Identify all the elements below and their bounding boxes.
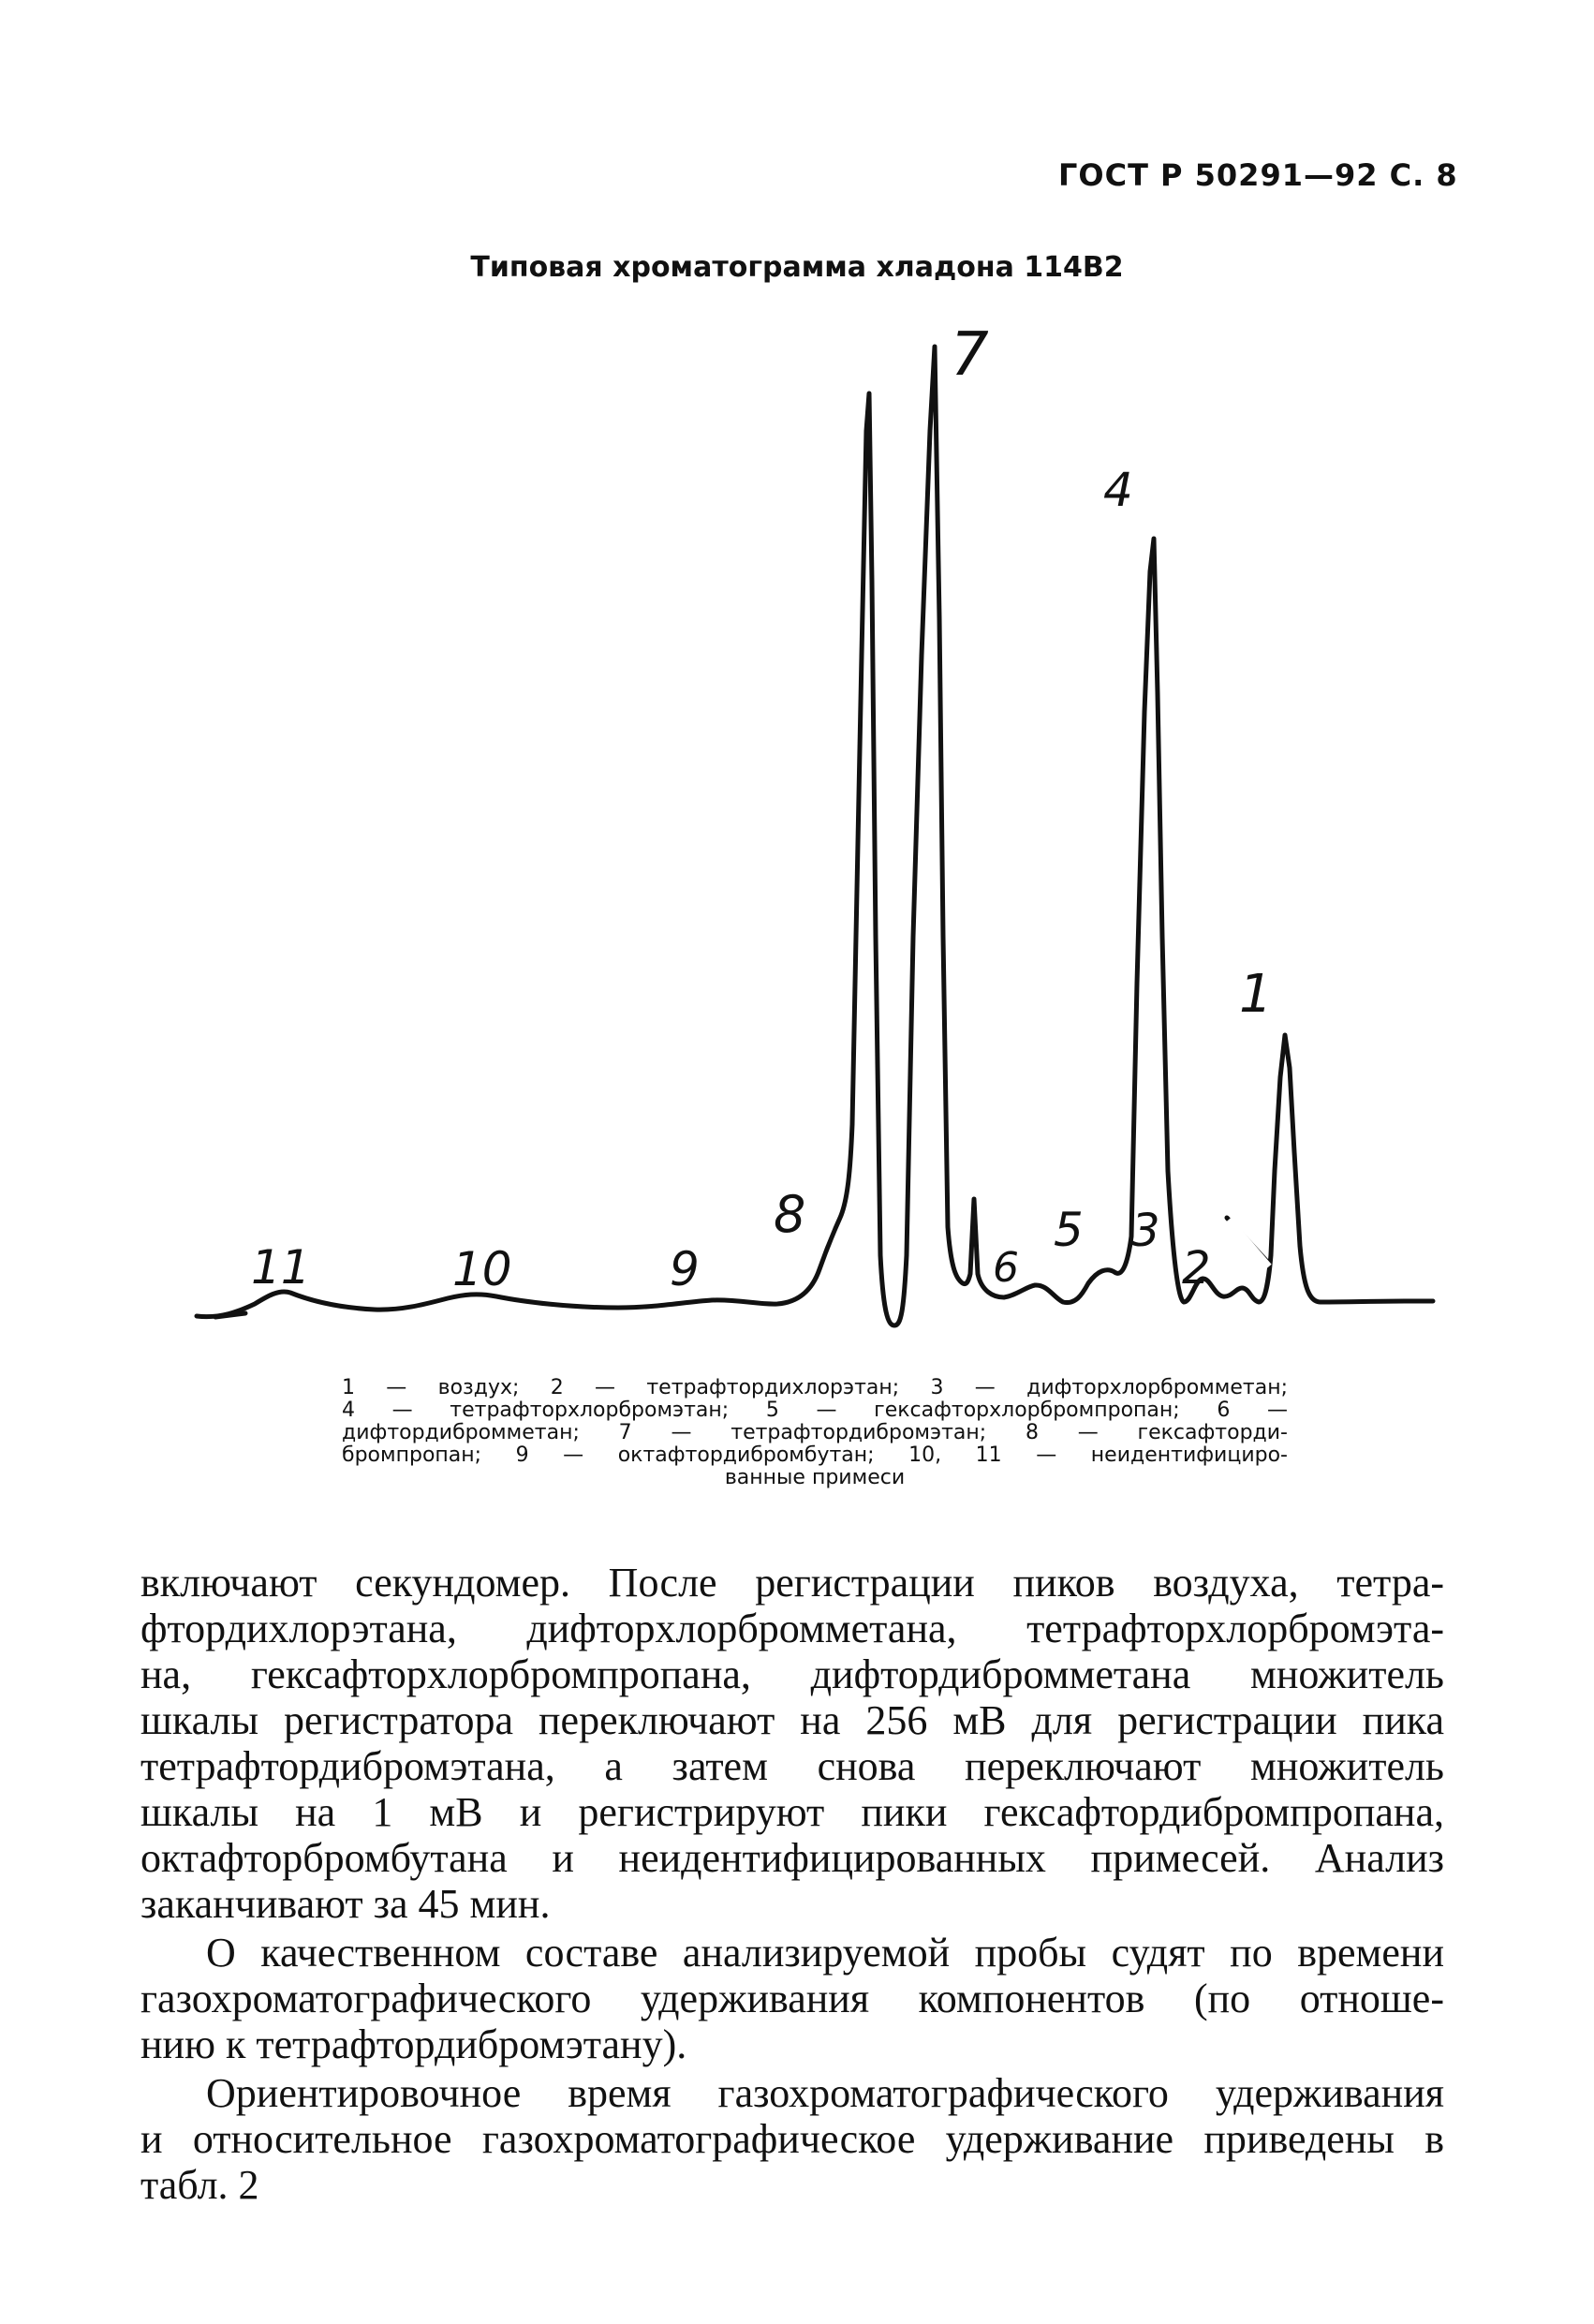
text-line: табл. 2 <box>140 2162 259 2208</box>
body-text <box>140 1560 1444 2208</box>
peak-label-1: 1 <box>1239 964 1273 1025</box>
caption-line: бромпропан; 9 — октафтордибромбутан; 10, 11 — неидентифициро- <box>342 1443 1288 1467</box>
peak-label-6: 6 <box>993 1244 1019 1292</box>
caption-line: дифтордибромметан; 7 — тетрафтордибромэтан; 8 — гексафторди- <box>342 1421 1288 1444</box>
figure-title: Типовая хроматограмма хладона 114В2 <box>470 251 1124 284</box>
caption-line: 4 — тетрафторхлорбромэтан; 5 — гексафторхлорбромпропан; 6 — <box>342 1399 1288 1422</box>
text-line: фтордихлорэтана, дифторхлорбромметана, тетрафторхлорбромэта- <box>140 1606 1444 1651</box>
page-header: ГОСТ Р 50291—92 С. 8 <box>1058 157 1458 193</box>
text-line: О качественном составе анализируемой пробы судят по времени <box>206 1930 1444 1976</box>
peak-label-4: 4 <box>1103 463 1133 517</box>
peak-label-2: 2 <box>1182 1242 1211 1295</box>
peak-label-3: 3 <box>1131 1205 1160 1257</box>
text-line: шкалы на 1 мВ и регистрируют пики гексафтордибромпропана, <box>140 1789 1444 1835</box>
text-line: тетрафтордибромэтана, а затем снова переключают множитель <box>140 1743 1444 1789</box>
peak-label-9: 9 <box>670 1242 700 1296</box>
text-line: заканчивают за 45 мин. <box>140 1881 551 1927</box>
caption-line: 1 — воздух; 2 — тетрафтордихлорэтан; 3 — дифторхлорбромметан; <box>342 1376 1288 1399</box>
peak-label-5: 5 <box>1054 1203 1084 1257</box>
text-line: октафторбромбутана и неидентифицированных примесей. Анализ <box>140 1835 1444 1881</box>
figure-caption <box>342 1377 1288 1489</box>
peak-label-8: 8 <box>774 1185 806 1244</box>
text-line: нию к тетрафтордибромэтану). <box>140 2021 687 2067</box>
caption-line: ванные примеси <box>724 1466 906 1489</box>
text-line: Ориентировочное время газохроматографического удерживания <box>206 2070 1444 2116</box>
chromatogram-trace <box>197 347 1433 1325</box>
text-line: шкалы регистратора переключают на 256 мВ для регистрации пика <box>140 1697 1444 1743</box>
text-line: на, гексафторхлорбромпропана, дифтордибромметана множитель <box>140 1651 1444 1697</box>
text-line: и относительное газохроматографическое удерживание приведены в <box>140 2116 1444 2162</box>
peak-label-10: 10 <box>452 1242 512 1296</box>
peak-label-11: 11 <box>251 1240 311 1295</box>
text-line: газохроматографического удерживания компонентов (по отноше- <box>140 1976 1444 2021</box>
text-line: включают секундомер. После регистрации пиков воздуха, тетра- <box>140 1560 1444 1606</box>
chromatogram-trace-fix <box>1229 1220 1269 1266</box>
peak-label-7: 7 <box>951 320 989 390</box>
